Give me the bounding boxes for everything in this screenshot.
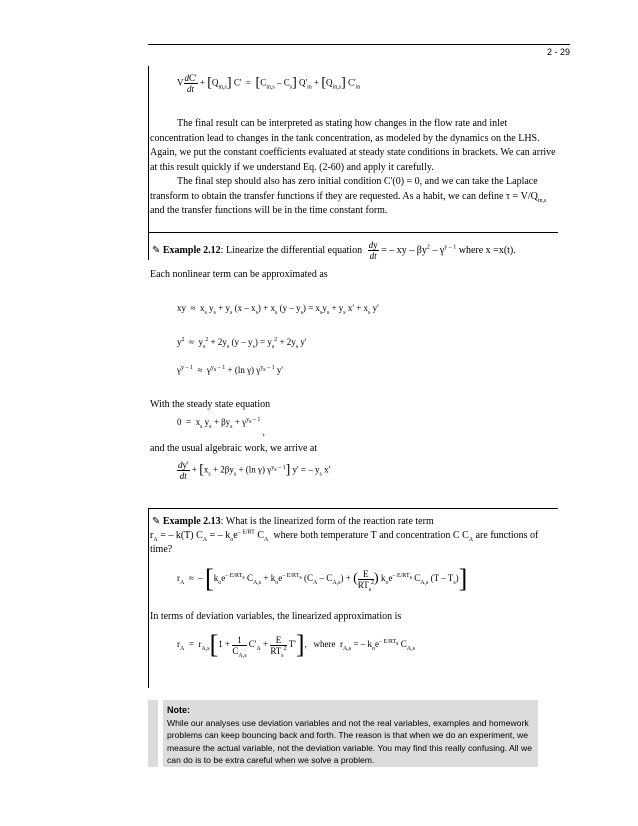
equation-rate-expansion: $r_A$ ≈ – [$k_oe^{- E/RT_s}$ $C_{A,s} + k_oe^{- E/RT_s}$ $(C_A - C_{A,s})$ + ( $\frac{E}{RT_s^2}$ ) $k_oe^{- E/RT_s}$ $C_{A,s}$ $(T - T_s)$] xyxy=(177,564,468,593)
example-213-line3: time? xyxy=(150,544,173,555)
equation-y2: $y^2 \approx y_s^2 + 2y_s$ $(y - y_s) = y_s^2 + 2y_s$ y' xyxy=(177,337,307,350)
note-title: Note: xyxy=(167,705,190,715)
deviation-intro: In terms of deviation variables, the linearized approximation is xyxy=(150,611,402,622)
example-213-heading: ✎ Example 2.13: What is the linearized form of the reaction rate term xyxy=(152,516,434,527)
example-213-bar xyxy=(148,508,149,688)
note-stripe xyxy=(158,700,163,767)
equation-linearized: $r_A = r_{A,s}[1$ + $\frac{1}{C_{A,s}}$ $C'_A$ + $\frac{E}{RT_s^2}$ T'], where $r_{A,s}$ = – $k_oe^{- E/RT_s}$ $C_{A,s}$ xyxy=(177,630,415,659)
note-text: While our analyses use deviation variables and not the real variables, examples and homework problems can keep bouncing back and forth. The reason is that when we do an experiment, we measure the actual variable, not the deviation variable. You may find this really confusing. All we can do is to be extra careful when we solve a problem. xyxy=(167,718,532,766)
example-213-rule xyxy=(148,508,558,509)
final-result-paragraph: The final result can be interpreted as stating how changes in the flow rate and inlet concentration lead to changes in the tank concentration, as modeled by the dynamics on the LHS. Again, we put the constant coefficients evaluated at steady state conditions in brackets. We can arrive at this result quickly if we understand Eq. (2-60) and apply it carefully. xyxy=(150,118,556,173)
equation-result-212: $\frac{dy'}{dt}$ + [$x_s + 2\beta y_s + (\ln$ γ) $\gamma^{y_s - 1}$] y' = – $y_s$ x' xyxy=(178,460,331,481)
final-step-paragraph: The final step should also has zero initial condition C'(0) = 0, and we can take the Laplace transform to obtain the transfer functions if they are requested. As a habit, we can define $\tau = V/Q_{in,s}$ and the transfer functions will be in the time constant form. xyxy=(150,176,547,216)
equation-xy: xy ≈ $x_s$ $y_s + y_s$ $(x - x_s) + x_s$ $(y - y_s) = x_sy_s + y_s$ $x' + x_s$ y' xyxy=(177,303,379,316)
example-212-rule xyxy=(148,232,558,233)
equation-gamma: $\gamma^{y - 1} \approx \gamma^{y_s - 1} + (\ln$ γ) $\gamma^{y_s - 1}$ y' xyxy=(177,365,283,375)
example-212-heading: ✎ Example 2.12: Linearize the differential equation $\frac{dy}{dt}$ = – xy – $\beta y^2 - \gamma^{y - 1}$ where x =x(t). xyxy=(152,240,516,261)
algebra-intro: and the usual algebraic work, we arrive at xyxy=(150,443,318,454)
equation-top: V $\frac{dC'}{dt}$ + $[Q_{in,s}] C' = [C_{in,s} - C_s] Q'_{in} + [Q_{in,s}]$ $C'_{in}$ xyxy=(177,73,361,94)
approx-intro: Each nonlinear term can be approximated as xyxy=(150,269,328,280)
pencil-icon-2: ✎ xyxy=(152,516,161,527)
steady-intro: With the steady state equation xyxy=(150,399,271,410)
header-rule xyxy=(148,44,570,45)
example-213-line2: $r_A$ = – k(T) $C_A$ = – $k_oe^{- E/RT}$ $C_A$ where both temperature T and concentration C $C_A$ are functions of xyxy=(150,529,539,543)
equation-steady: $0 = x_s$ $y_s + \beta y_s + \gamma^{y_s - 1}$ , xyxy=(177,417,265,437)
pencil-icon: ✎ xyxy=(152,244,161,256)
block-bar-top xyxy=(148,66,149,234)
example-212-bar xyxy=(148,232,149,260)
page-number: 2 - 29 xyxy=(546,47,570,57)
